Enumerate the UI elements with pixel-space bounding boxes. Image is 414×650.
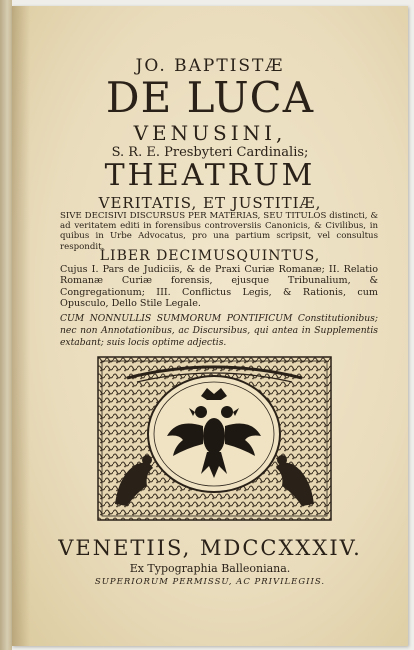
author-first-name: JO. BAPTISTÆ	[135, 56, 285, 76]
book-spine-edge	[0, 0, 12, 650]
author-surname: DE LUCA	[105, 73, 315, 122]
subtitle: VERITATIS, ET JUSTITIÆ,	[98, 194, 322, 212]
printer-imprint: Ex Typographia Balleoniana.	[129, 562, 291, 575]
title-page	[12, 6, 408, 646]
volume-label: LIBER DECIMUSQUINTUS,	[99, 248, 321, 264]
place-and-date: VENETIIS, MDCCXXXIV.	[58, 536, 362, 560]
permission-line: SUPERIORUM PERMISSU, AC PRIVILEGIIS.	[94, 577, 326, 587]
author-rank: S. R. E. Presbyteri Cardinalis;	[111, 145, 309, 160]
author-origin: VENUSINI,	[133, 121, 287, 145]
addendum-paragraph: CUM NONNULLIS SUMMORUM PONTIFICUM Constitutionibus; nec non Annotationibus, ac Discursibus, qui antea in Supplementis extabant; suis locis optime adjectis.	[60, 313, 378, 348]
printer-device-frame	[97, 356, 332, 521]
contents-paragraph: Cujus I. Pars de Judiciis, & de Praxi Curiæ Romanæ; II. Relatio Romanæ Curiæ forensis, ejusque Tribunalium, & Congregationum; III. Conflictus Legis, & Rationis, cum Opusculo, Dello Stile Legale.	[60, 264, 378, 309]
description-paragraph: SIVE DECISIVI DISCURSUS PER MATERIAS, SEU TITULOS distincti, & ad veritatem editi in forensibus controversiis Canonicis, & Civilibus, in quibus in Urbe Advocatus, pro una partium scripsit, vel consultus respondit.	[60, 211, 378, 252]
main-title: THEATRUM	[104, 158, 316, 193]
